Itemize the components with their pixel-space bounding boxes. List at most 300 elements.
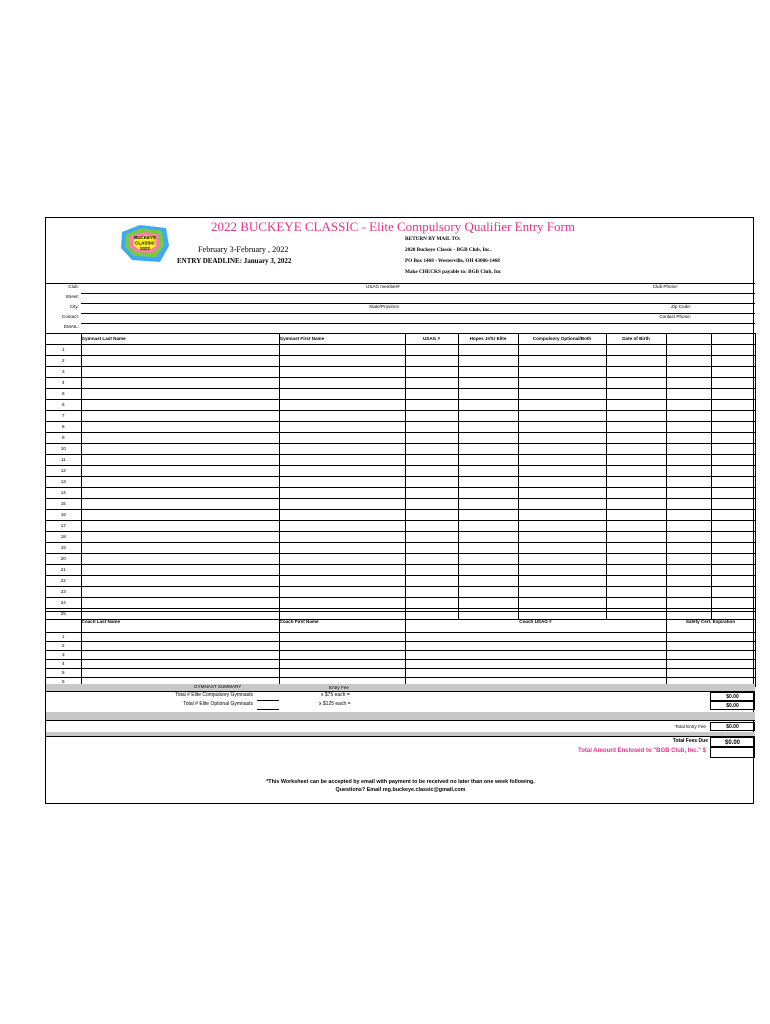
gymnast-cell[interactable] [405,598,458,609]
gymnast-cell[interactable] [81,488,279,499]
row-number-header [46,612,81,633]
gymnast-row [46,587,755,598]
gymnast-cell[interactable] [666,499,711,510]
gymnast-cell[interactable] [405,367,458,378]
gymnast-col-header: Hopes Jr/Sr Elite [458,334,518,345]
coach-cell[interactable] [279,651,405,660]
gymnast-cell[interactable] [518,389,606,400]
gymnast-cell[interactable] [711,587,755,598]
coach-cell[interactable] [405,660,666,669]
gymnast-cell[interactable] [81,477,279,488]
email-label: EMAIL: [63,324,79,329]
gymnast-cell[interactable] [518,466,606,477]
row-number: 11 [46,455,81,466]
summary-shade [46,712,755,720]
gymnast-cell[interactable] [518,356,606,367]
gymnast-cell[interactable] [458,510,518,521]
gymnast-cell[interactable] [279,433,405,444]
gymnast-cell[interactable] [81,367,279,378]
gymnast-cell[interactable] [606,532,666,543]
return-line-1: RETURN BY MAIL TO: [405,236,461,242]
gymnast-cell[interactable] [279,598,405,609]
gymnast-cell[interactable] [458,543,518,554]
gymnast-cell[interactable] [711,389,755,400]
gymnast-cell[interactable] [711,543,755,554]
gymnast-cell[interactable] [711,576,755,587]
gymnast-col-header: USAG # [405,334,458,345]
gymnast-cell[interactable] [405,444,458,455]
gymnast-cell[interactable] [666,433,711,444]
row-number: 3 [46,651,81,660]
gymnast-cell[interactable] [606,455,666,466]
gymnast-cell[interactable] [279,367,405,378]
coach-table [46,611,756,687]
footnote-line-1: *This Worksheet can be accepted by email with payment to be received no later than one week following. [266,779,535,785]
gymnast-row [46,565,755,576]
return-line-2: 2020 Buckeye Classic - BGB Club, Inc. [405,247,491,253]
gymnast-cell[interactable] [606,477,666,488]
gymnast-cell[interactable] [81,422,279,433]
row-number: 5 [46,669,81,678]
gymnast-cell[interactable] [405,422,458,433]
gymnast-cell[interactable] [518,477,606,488]
gymnast-cell[interactable] [458,499,518,510]
gymnast-cell[interactable] [405,488,458,499]
coach-cell[interactable] [81,669,279,678]
gymnast-cell[interactable] [518,378,606,389]
gymnast-cell[interactable] [279,345,405,356]
gymnast-cell[interactable] [81,576,279,587]
gymnast-cell[interactable] [81,565,279,576]
gymnast-cell[interactable] [279,477,405,488]
row-number: 23 [46,587,81,598]
gymnast-cell[interactable] [458,554,518,565]
gymnast-cell[interactable] [606,400,666,411]
gymnast-cell[interactable] [606,367,666,378]
gymnast-cell[interactable] [518,532,606,543]
gymnast-row [46,576,755,587]
gymnast-cell[interactable] [279,422,405,433]
gymnast-cell[interactable] [606,543,666,554]
coach-cell[interactable] [279,642,405,651]
gymnast-cell[interactable] [458,477,518,488]
gymnast-cell[interactable] [606,554,666,565]
gymnast-cell[interactable] [279,521,405,532]
gymnast-cell[interactable] [518,598,606,609]
gymnast-cell[interactable] [279,400,405,411]
gymnast-cell[interactable] [405,554,458,565]
gymnast-cell[interactable] [606,565,666,576]
gymnast-cell[interactable] [666,532,711,543]
form-title: 2022 BUCKEYE CLASSIC - Elite Compulsory Qualifier Entry Form [211,219,575,234]
gymnast-cell[interactable] [405,576,458,587]
gymnast-cell[interactable] [666,411,711,422]
gymnast-cell[interactable] [279,389,405,400]
gymnast-cell[interactable] [518,576,606,587]
row-number: 5 [46,389,81,400]
street-label: Street: [65,294,79,299]
gymnast-cell[interactable] [458,455,518,466]
row-number: 12 [46,466,81,477]
coach-row [46,669,755,678]
compulsory-count-field[interactable] [257,700,279,701]
gymnast-cell[interactable] [458,422,518,433]
gymnast-cell[interactable] [666,565,711,576]
gymnast-row [46,598,755,609]
gymnast-cell[interactable] [458,356,518,367]
divider [81,293,755,294]
gymnast-cell[interactable] [606,466,666,477]
gymnast-cell[interactable] [666,345,711,356]
row-number-header [46,334,81,345]
gymnast-cell[interactable] [458,345,518,356]
gymnast-cell[interactable] [458,521,518,532]
gymnast-cell[interactable] [606,444,666,455]
gymnast-cell[interactable] [666,466,711,477]
gymnast-cell[interactable] [711,356,755,367]
gymnast-cell[interactable] [518,433,606,444]
gymnast-cell[interactable] [711,510,755,521]
return-line-4: Make CHECKS payable to: BGB Club, Inc [405,269,502,275]
gymnast-cell[interactable] [458,444,518,455]
gymnast-cell[interactable] [458,400,518,411]
gymnast-cell[interactable] [458,433,518,444]
gymnast-row [46,411,755,422]
summary-shade [46,684,755,691]
total-entry-fee: $0.00 [710,722,755,731]
gymnast-row [46,554,755,565]
row-number: 4 [46,660,81,669]
logo-text-2: CLASSIC [135,240,155,246]
gymnast-cell[interactable] [81,532,279,543]
gymnast-row [46,389,755,400]
gymnast-cell[interactable] [458,587,518,598]
gymnast-row [46,356,755,367]
gymnast-cell[interactable] [711,565,755,576]
gymnast-cell[interactable] [405,499,458,510]
contact-phone-label: Contact Phone: [659,314,691,319]
gymnast-cell[interactable] [666,378,711,389]
gymnast-col-header: Compulsory Optional/Both [518,334,606,345]
gymnast-cell[interactable] [458,576,518,587]
contact-label: Contact: [61,314,79,319]
row-number: 13 [46,477,81,488]
coach-cell[interactable] [279,660,405,669]
gymnast-cell[interactable] [711,444,755,455]
coach-row [46,660,755,669]
gymnast-cell[interactable] [711,554,755,565]
gymnast-cell[interactable] [279,587,405,598]
gymnast-cell[interactable] [711,532,755,543]
gymnast-cell[interactable] [606,488,666,499]
gymnast-col-header [711,334,755,345]
row-number: 3 [46,367,81,378]
gymnast-cell[interactable] [606,422,666,433]
event-dates: February 3-February , 2022 [198,245,289,254]
gymnast-cell[interactable] [606,356,666,367]
gymnast-cell[interactable] [458,378,518,389]
club-label: Club: [68,284,79,289]
gymnast-cell[interactable] [458,466,518,477]
gymnast-cell[interactable] [279,411,405,422]
gymnast-cell[interactable] [458,411,518,422]
gymnast-cell[interactable] [458,532,518,543]
total-entry-fee-label: Total Entry Fee [675,724,706,729]
coach-cell[interactable] [81,660,279,669]
gymnast-cell[interactable] [279,565,405,576]
gymnast-cell[interactable] [279,444,405,455]
gymnast-cell[interactable] [606,598,666,609]
total-fees-due: $0.00 [710,737,755,747]
gymnast-cell[interactable] [518,565,606,576]
gymnast-cell[interactable] [666,367,711,378]
gymnast-cell[interactable] [518,411,606,422]
gymnast-cell[interactable] [666,598,711,609]
row-number: 4 [46,378,81,389]
gymnast-cell[interactable] [711,345,755,356]
gymnast-cell[interactable] [405,378,458,389]
coach-cell[interactable] [279,633,405,642]
amount-enclosed-field[interactable] [710,747,755,758]
gymnast-cell[interactable] [81,499,279,510]
divider [46,720,755,721]
coach-cell[interactable] [405,633,666,642]
gymnast-cell[interactable] [405,433,458,444]
gymnast-row [46,422,755,433]
divider [46,283,755,284]
row-number: 1 [46,345,81,356]
gymnast-cell[interactable] [666,477,711,488]
coach-cell[interactable] [81,633,279,642]
gymnast-cell[interactable] [666,543,711,554]
coach-cell[interactable] [405,651,666,660]
gymnast-cell[interactable] [81,598,279,609]
gymnast-cell[interactable] [405,532,458,543]
gymnast-cell[interactable] [81,433,279,444]
gymnast-cell[interactable] [711,477,755,488]
gymnast-cell[interactable] [279,532,405,543]
gymnast-cell[interactable] [81,444,279,455]
gymnast-cell[interactable] [405,389,458,400]
gymnast-row [46,488,755,499]
gymnast-cell[interactable] [518,521,606,532]
coach-col-header: Safety Cert. Expiration [666,612,755,633]
gymnast-row [46,367,755,378]
gymnast-cell[interactable] [711,521,755,532]
state-label: State/Province [369,304,399,309]
row-number: 14 [46,488,81,499]
gymnast-cell[interactable] [458,598,518,609]
gymnast-cell[interactable] [518,367,606,378]
gymnast-cell[interactable] [711,433,755,444]
row-number: 21 [46,565,81,576]
gymnast-cell[interactable] [405,510,458,521]
gymnast-cell[interactable] [518,400,606,411]
gymnast-cell[interactable] [405,455,458,466]
gymnast-cell[interactable] [81,356,279,367]
gymnast-cell[interactable] [666,488,711,499]
row-number: 16 [46,510,81,521]
gymnast-cell[interactable] [711,400,755,411]
gymnast-cell[interactable] [279,378,405,389]
optional-count-label: Total # Elite Optional Gymnasts [183,701,253,707]
gymnast-cell[interactable] [518,444,606,455]
gymnast-cell[interactable] [81,587,279,598]
row-number: 7 [46,411,81,422]
coach-cell[interactable] [405,669,666,678]
gymnast-cell[interactable] [666,422,711,433]
gymnast-cell[interactable] [405,466,458,477]
gymnast-cell[interactable] [606,587,666,598]
gymnast-cell[interactable] [81,521,279,532]
gymnast-cell[interactable] [458,367,518,378]
gymnast-cell[interactable] [666,576,711,587]
gymnast-cell[interactable] [711,455,755,466]
coach-row [46,651,755,660]
gymnast-cell[interactable] [405,477,458,488]
gymnast-row [46,521,755,532]
coach-cell[interactable] [81,642,279,651]
gymnast-cell[interactable] [518,554,606,565]
gymnast-cell[interactable] [81,389,279,400]
gymnast-cell[interactable] [711,367,755,378]
gymnast-cell[interactable] [81,411,279,422]
gymnast-cell[interactable] [518,510,606,521]
gymnast-cell[interactable] [711,378,755,389]
gymnast-cell[interactable] [606,433,666,444]
gymnast-cell[interactable] [666,389,711,400]
gymnast-row [46,455,755,466]
gymnast-cell[interactable] [81,345,279,356]
row-number: 2 [46,642,81,651]
coach-cell[interactable] [405,642,666,651]
gymnast-table-header [46,334,755,345]
gymnast-cell[interactable] [81,543,279,554]
gymnast-cell[interactable] [279,488,405,499]
gymnast-cell[interactable] [666,400,711,411]
gymnast-cell[interactable] [458,488,518,499]
row-number: 6 [46,678,81,687]
gymnast-cell[interactable] [518,488,606,499]
gymnast-cell[interactable] [518,499,606,510]
gymnast-cell[interactable] [81,554,279,565]
coach-cell[interactable] [666,651,755,660]
gymnast-cell[interactable] [279,543,405,554]
coach-col-header: Coach Last Name [81,612,279,633]
coach-cell[interactable] [666,633,755,642]
gymnast-cell[interactable] [458,565,518,576]
gymnast-cell[interactable] [81,455,279,466]
gymnast-cell[interactable] [666,510,711,521]
entry-deadline: ENTRY DEADLINE: January 3, 2022 [177,257,292,265]
gymnast-cell[interactable] [279,466,405,477]
city-label: City: [69,304,79,309]
divider [81,323,755,324]
gymnast-cell[interactable] [458,389,518,400]
gymnast-cell[interactable] [405,543,458,554]
gymnast-cell[interactable] [711,598,755,609]
gymnast-cell[interactable] [405,521,458,532]
gymnast-cell[interactable] [518,543,606,554]
optional-amount: $0.00 [710,701,755,710]
return-line-3: PO Box 1468 - Westerville, OH 43086-1468 [405,258,500,264]
gymnast-cell[interactable] [518,345,606,356]
divider [81,303,755,304]
gymnast-cell[interactable] [279,455,405,466]
row-number: 9 [46,433,81,444]
gymnast-cell[interactable] [405,565,458,576]
compulsory-fee-label: x $75 each = [321,692,350,698]
gymnast-cell[interactable] [711,488,755,499]
coach-cell[interactable] [666,642,755,651]
coach-table-header [46,612,755,633]
row-number: 15 [46,499,81,510]
gymnast-cell[interactable] [405,411,458,422]
gymnast-cell[interactable] [606,510,666,521]
gymnast-cell[interactable] [711,411,755,422]
gymnast-cell[interactable] [279,554,405,565]
gymnast-cell[interactable] [81,510,279,521]
coach-cell[interactable] [81,651,279,660]
gymnast-cell[interactable] [606,411,666,422]
gymnast-cell[interactable] [279,510,405,521]
coach-row [46,642,755,651]
gymnast-cell[interactable] [81,466,279,477]
gymnast-cell[interactable] [711,422,755,433]
total-fees-due-label: Total Fees Due [672,738,708,744]
gymnast-cell[interactable] [405,400,458,411]
gymnast-cell[interactable] [606,378,666,389]
gymnast-cell[interactable] [606,499,666,510]
gymnast-cell[interactable] [518,455,606,466]
gymnast-cell[interactable] [279,576,405,587]
gymnast-cell[interactable] [81,378,279,389]
gymnast-cell[interactable] [666,455,711,466]
gymnast-cell[interactable] [606,576,666,587]
gymnast-cell[interactable] [666,587,711,598]
zip-label: Zip Code: [671,304,691,309]
gymnast-cell[interactable] [405,587,458,598]
gymnast-cell[interactable] [405,356,458,367]
gymnast-cell[interactable] [711,499,755,510]
gymnast-cell[interactable] [518,422,606,433]
gymnast-cell[interactable] [518,587,606,598]
gymnast-row [46,499,755,510]
coach-cell[interactable] [666,669,755,678]
divider [81,313,755,314]
optional-count-field[interactable] [257,709,279,710]
coach-col-header: Coach First Name [279,612,405,633]
coach-cell[interactable] [666,660,755,669]
usag-member-label: USAG member# [366,284,400,289]
gymnast-row [46,345,755,356]
gymnast-cell[interactable] [666,356,711,367]
gymnast-cell[interactable] [606,521,666,532]
gymnast-cell[interactable] [711,466,755,477]
entry-fee-title: Entry Fee [329,685,349,690]
gymnast-cell[interactable] [405,345,458,356]
gymnast-col-header: Date of Birth [606,334,666,345]
gymnast-cell[interactable] [666,554,711,565]
coach-cell[interactable] [279,669,405,678]
gymnast-cell[interactable] [606,389,666,400]
gymnast-cell[interactable] [666,521,711,532]
gymnast-cell[interactable] [279,499,405,510]
gymnast-cell[interactable] [81,400,279,411]
gymnast-cell[interactable] [606,345,666,356]
gymnast-cell[interactable] [279,356,405,367]
gymnast-cell[interactable] [666,444,711,455]
